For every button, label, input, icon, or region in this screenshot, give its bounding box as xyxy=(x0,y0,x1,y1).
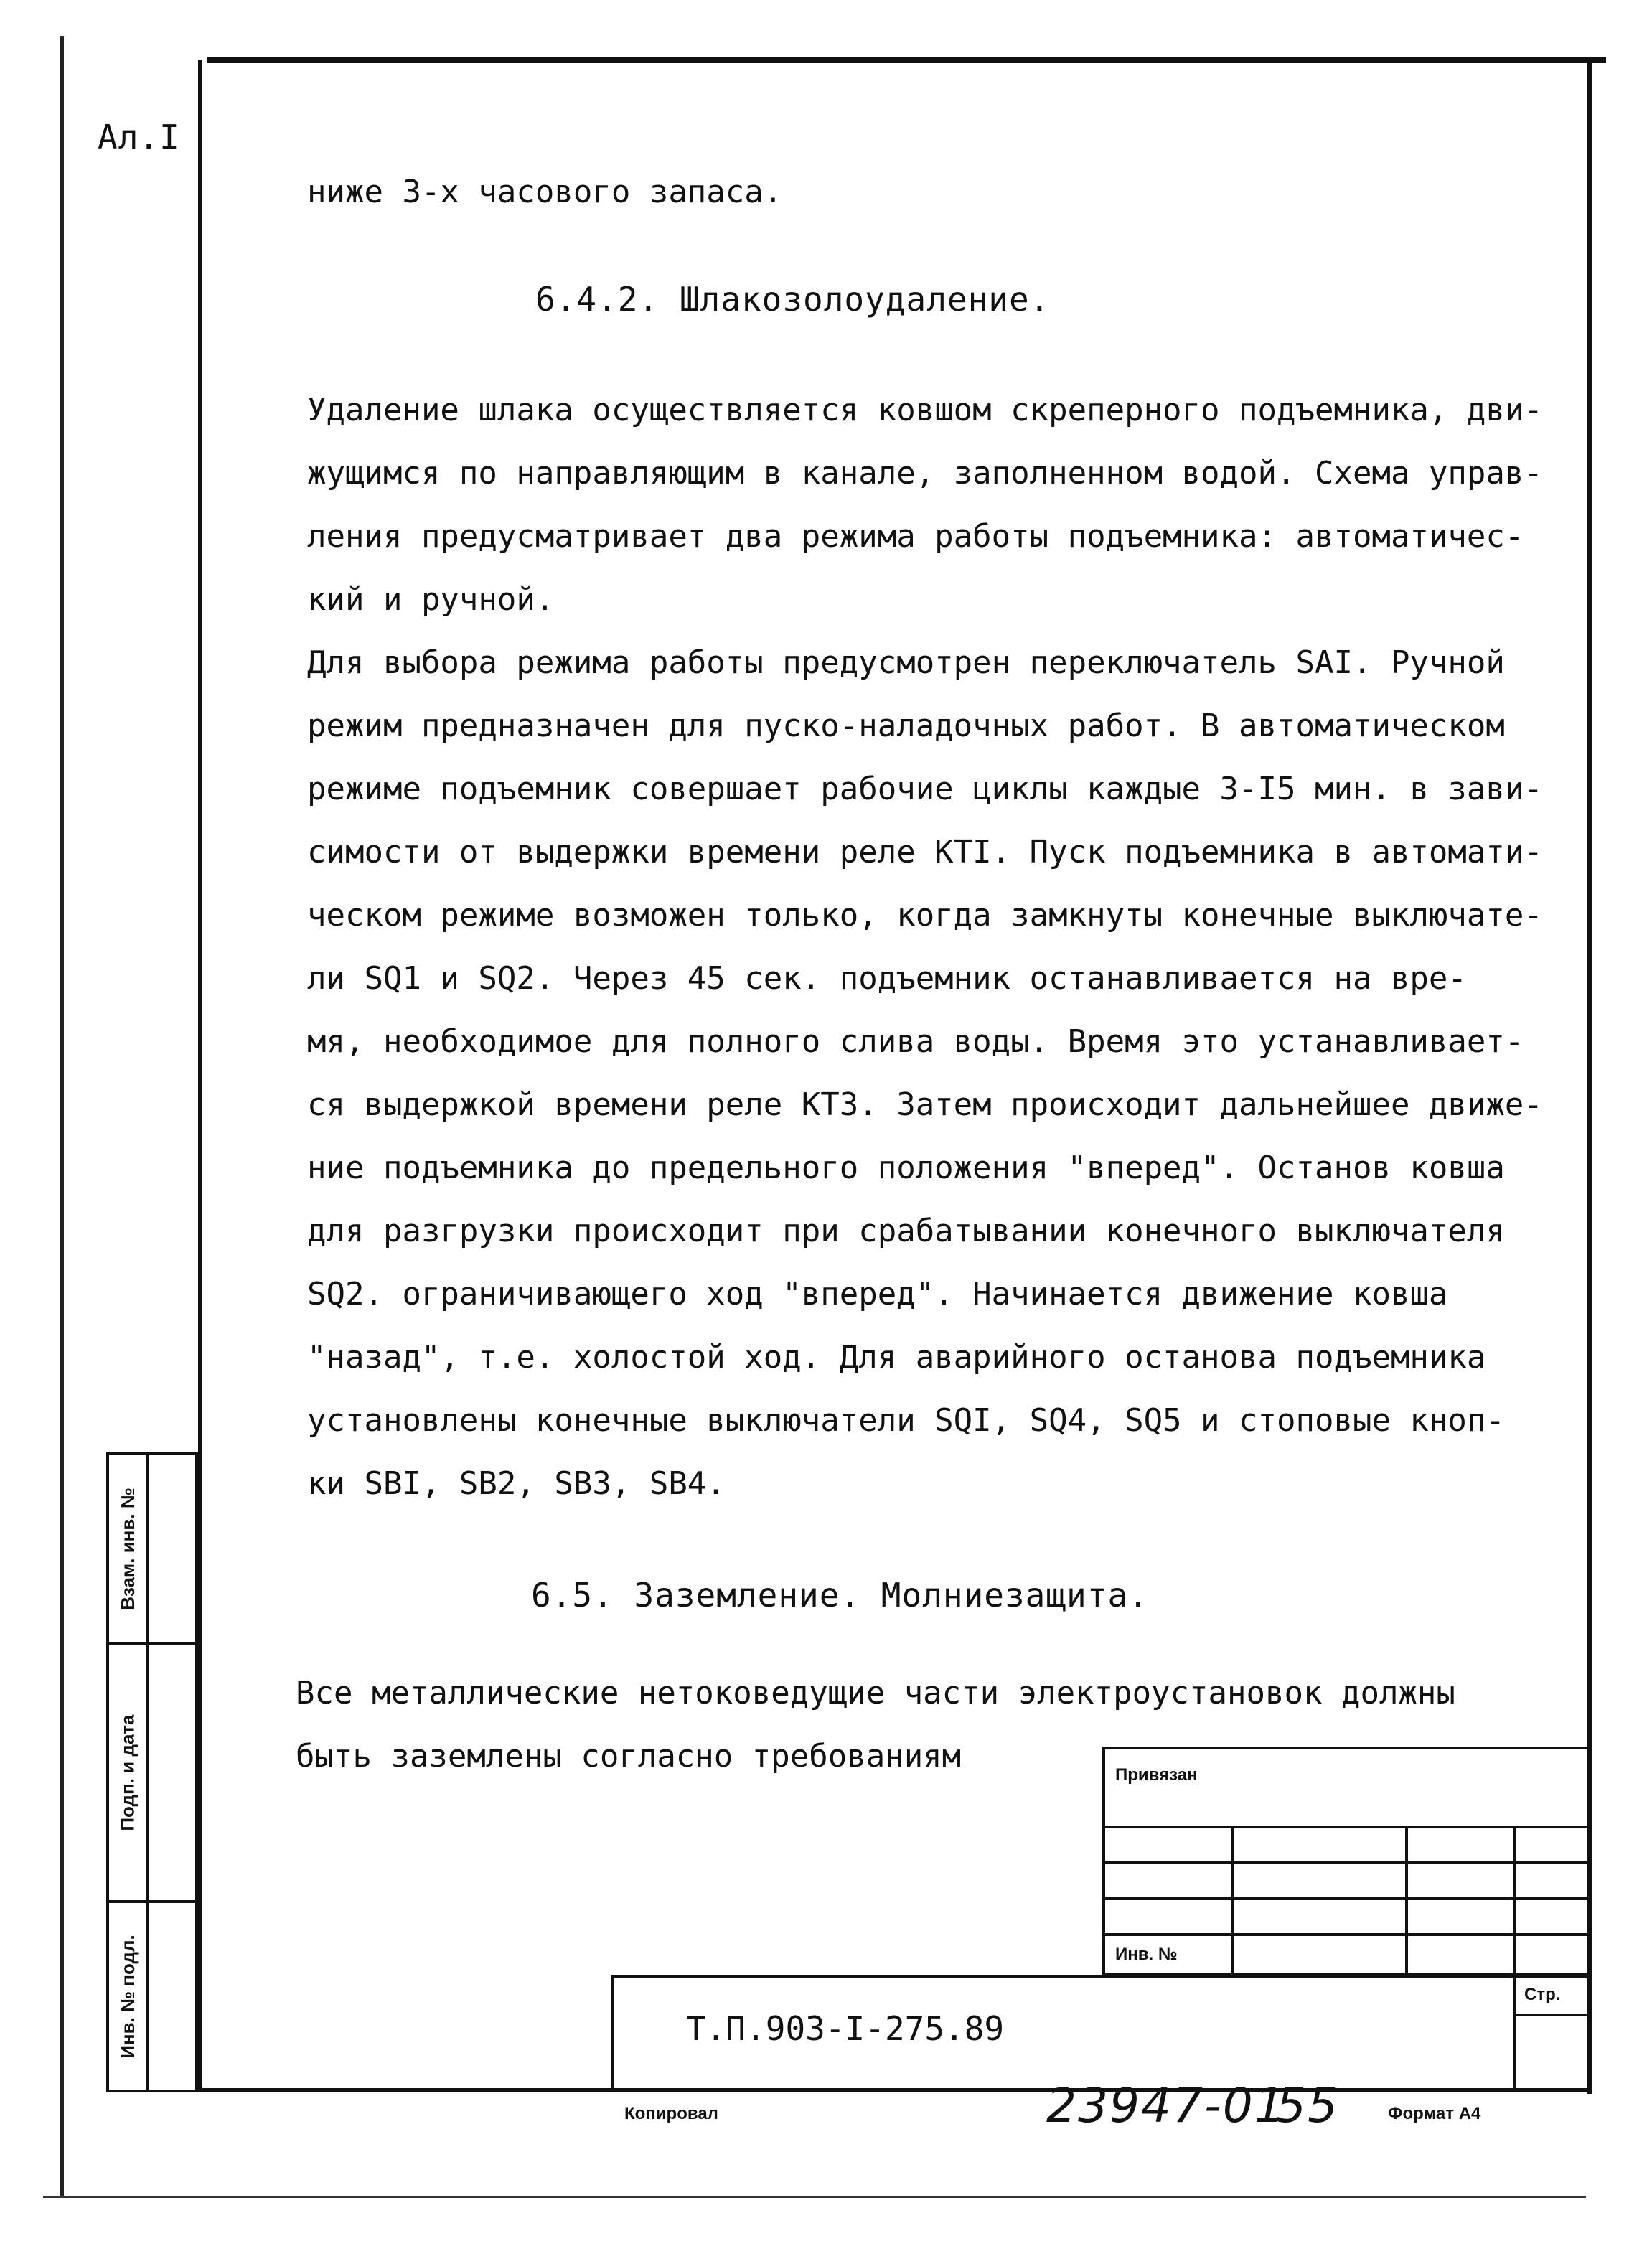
format-label: Формат А4 xyxy=(1388,2104,1481,2123)
body-line: Удаление шлака осуществляется ковшом скреперного подъемника, дви- xyxy=(307,392,1543,428)
attached-row-line xyxy=(1105,1826,1590,1828)
frame-top-border xyxy=(207,57,1606,63)
body-line: ли SQ1 и SQ2. Через 45 сек. подъемник останавливается на вре- xyxy=(307,960,1467,997)
section-heading-6-4-2: 6.4.2. Шлакозолоудаление. xyxy=(535,280,1051,319)
attached-col-line xyxy=(1405,1826,1408,1976)
body-text xyxy=(307,379,1585,1516)
body-line: режим предназначен для пуско-наладочных работ. В автоматическом xyxy=(307,708,1505,744)
stamp-label-cell xyxy=(109,1455,149,1642)
stamp-cell-original-inv xyxy=(106,1900,198,2092)
body-line: кий и ручной. xyxy=(307,581,555,618)
page-bottom-rule xyxy=(43,2196,1586,2198)
attached-col-line xyxy=(1231,1826,1234,1976)
body-line: ние подъемника до предельного положения "вперед". Останов ковша xyxy=(307,1150,1505,1186)
body-line: ся выдержкой времени реле КТ3. Затем происходит дальнейшее движе- xyxy=(307,1086,1543,1123)
stamp-label: Инв. № подл. xyxy=(116,1934,139,2059)
stamp-label-cell xyxy=(109,1903,149,2090)
attached-label: Привязан xyxy=(1115,1765,1198,1785)
body-line: "назад", т.е. холостой ход. Для аварийного останова подъемника xyxy=(307,1339,1486,1376)
page-number: 55 xyxy=(1276,2078,1339,2133)
stamp-cell-signature-date xyxy=(106,1642,198,1903)
body-line: ческом режиме возможен только, когда замкнуты конечные выключате- xyxy=(307,897,1543,934)
section-heading-6-5: 6.5. Заземление. Молниезащита. xyxy=(531,1576,1149,1615)
stamp-label: Подп. и дата xyxy=(116,1714,139,1831)
body-line: ления предусматривает два режима работы подъемника: автоматичес- xyxy=(307,518,1524,555)
sheet-cell-label: Стр. xyxy=(1524,1985,1561,2004)
attached-row-line xyxy=(1105,1861,1590,1864)
closing-line: Все металлические нетоковедущие части электроустановок должны xyxy=(296,1675,1455,1711)
handwritten-number: 23947-01 xyxy=(1046,2078,1286,2133)
closing-line: быть заземлены согласно требованиям xyxy=(296,1738,962,1775)
body-line: установлены конечные выключатели SQI, SQ4, SQ5 и стоповые кноп- xyxy=(307,1402,1505,1439)
sheet-label: Ал.I xyxy=(98,118,180,156)
title-block-col-line xyxy=(1513,1978,1516,2092)
stamp-label: Взам. инв. № xyxy=(116,1487,139,1610)
document-designation: Т.П.903-I-275.89 xyxy=(686,2009,1005,2048)
body-line: жущимся по направляющим в канале, заполненном водой. Схема управ- xyxy=(307,455,1543,492)
body-line: ки SBI, SB2, SB3, SB4. xyxy=(307,1465,726,1502)
body-line: Для выбора режима работы предусмотрен переключатель SAI. Ручной xyxy=(307,644,1505,681)
stamp-label-cell xyxy=(109,1645,149,1900)
attached-row-line xyxy=(1105,1897,1590,1900)
inv-label: Инв. № xyxy=(1115,1945,1178,1964)
page-left-rule xyxy=(60,36,64,2196)
intro-line: ниже 3-х часового запаса. xyxy=(307,174,783,210)
copied-label: Копировал xyxy=(624,2104,718,2123)
attached-col-line xyxy=(1513,1826,1516,1976)
body-line: для разгрузки происходит при срабатывании конечного выключателя xyxy=(307,1213,1505,1249)
body-line: режиме подъемник совершает рабочие циклы каждые 3-I5 мин. в зави- xyxy=(307,771,1543,807)
attached-row-line xyxy=(1105,1933,1590,1936)
stamp-cell-replacement-inv xyxy=(106,1452,198,1645)
body-line: симости от выдержки времени реле КТI. Пуск подъемника в автомати- xyxy=(307,834,1543,870)
body-line: SQ2. ограничивающего ход "вперед". Начинается движение ковша xyxy=(307,1276,1448,1312)
intro-text xyxy=(307,161,1585,224)
frame-left-border xyxy=(198,60,202,2092)
body-line: мя, необходимое для полного слива воды. Время это устанавливает- xyxy=(307,1023,1524,1060)
title-block-row-line xyxy=(1513,2014,1590,2016)
attached-block xyxy=(1102,1747,1590,1976)
